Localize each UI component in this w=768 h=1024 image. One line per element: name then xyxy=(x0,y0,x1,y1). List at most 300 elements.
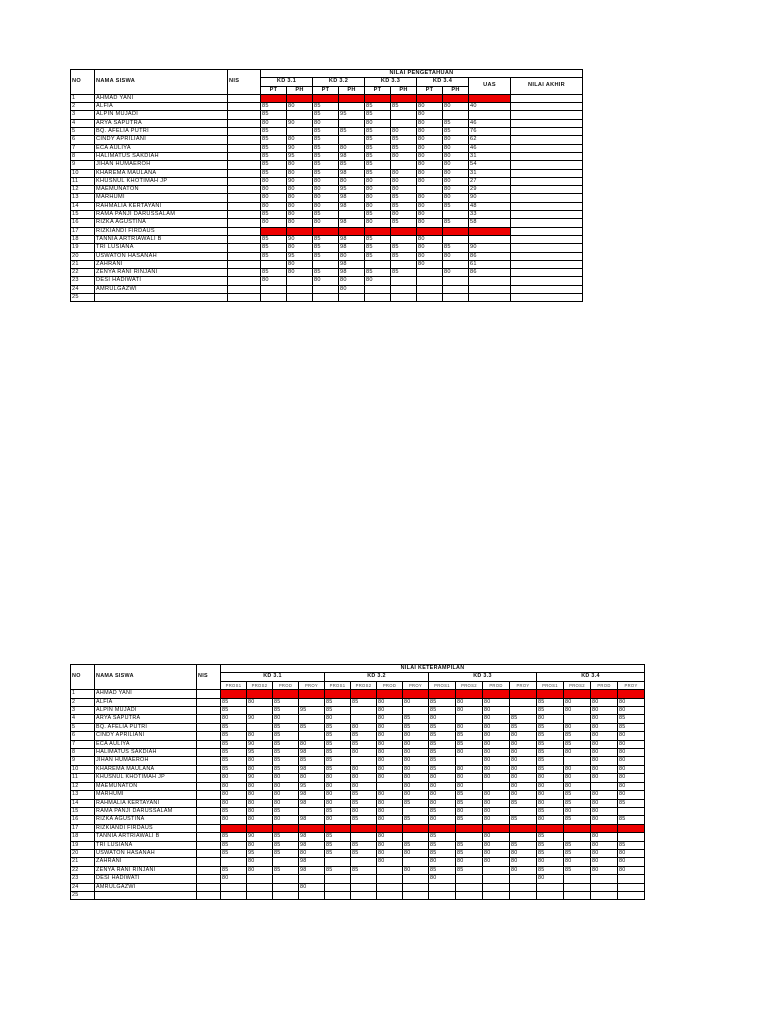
row-number: 9 xyxy=(71,757,95,765)
score-cell: 98 xyxy=(299,858,325,866)
student-name: ECA AULIYA xyxy=(95,144,228,152)
score-cell xyxy=(391,285,417,293)
score-cell: 80 xyxy=(325,799,351,807)
nis-cell xyxy=(197,891,221,899)
score-cell xyxy=(564,757,591,765)
score-cell xyxy=(365,227,391,235)
score-cell: 80 xyxy=(417,260,443,268)
nis-cell xyxy=(197,866,221,874)
score-cell: 80 xyxy=(417,211,443,219)
nis-cell xyxy=(197,807,221,815)
score-cell: 85 xyxy=(313,161,339,169)
score-cell: 80 xyxy=(483,841,510,849)
score-cell xyxy=(618,891,645,899)
score-cell: 85 xyxy=(221,740,247,748)
nis-cell xyxy=(197,740,221,748)
score-cell: 80 xyxy=(261,119,287,127)
score-cell: 80 xyxy=(537,715,564,723)
student-name: ALPIN MUJADI xyxy=(95,111,228,119)
score-cell: 85 xyxy=(273,757,299,765)
score-cell xyxy=(351,891,377,899)
score-cell: 85 xyxy=(443,219,469,227)
score-cell xyxy=(564,875,591,883)
score-cell: 85 xyxy=(403,723,429,731)
student-name: TRI LUSIANA xyxy=(95,244,228,252)
table-row xyxy=(71,715,645,723)
score-cell xyxy=(221,891,247,899)
score-cell: 80 xyxy=(483,740,510,748)
score-cell: 85 xyxy=(537,707,564,715)
score-cell xyxy=(469,277,511,285)
score-cell: 80 xyxy=(247,858,273,866)
score-cell: 85 xyxy=(365,144,391,152)
sub-header: PT xyxy=(261,86,287,94)
score-cell: 80 xyxy=(483,715,510,723)
score-cell: 85 xyxy=(313,103,339,111)
student-name: RIZKA AGUSTINA xyxy=(95,219,228,227)
score-cell: 85 xyxy=(365,169,391,177)
score-cell xyxy=(510,707,537,715)
score-cell xyxy=(287,277,313,285)
score-cell: 90 xyxy=(287,119,313,127)
score-cell xyxy=(511,285,583,293)
nis-cell xyxy=(228,227,261,235)
score-cell: 85 xyxy=(261,244,287,252)
score-cell: 85 xyxy=(391,252,417,260)
score-cell: 85 xyxy=(537,849,564,857)
score-cell: 85 xyxy=(564,799,591,807)
score-cell xyxy=(483,690,510,698)
score-cell: 80 xyxy=(377,765,403,773)
col-uas-header: UAS xyxy=(469,78,511,95)
score-cell: 85 xyxy=(510,841,537,849)
score-cell xyxy=(325,891,351,899)
score-cell: 80 xyxy=(429,858,456,866)
score-cell xyxy=(377,891,403,899)
score-cell: 85 xyxy=(537,841,564,849)
score-cell: 80 xyxy=(313,277,339,285)
kd-header: KD 3.2 xyxy=(313,78,365,86)
score-cell: 80 xyxy=(591,774,618,782)
student-name: TANNIA ARTRIAWALI B xyxy=(95,833,197,841)
score-cell: 85 xyxy=(365,252,391,260)
score-cell: 85 xyxy=(429,749,456,757)
table-row xyxy=(71,849,645,857)
score-cell: 80 xyxy=(429,799,456,807)
nis-cell xyxy=(228,211,261,219)
score-cell: 85 xyxy=(537,765,564,773)
score-cell xyxy=(417,269,443,277)
score-cell: 85 xyxy=(313,111,339,119)
score-cell: 85 xyxy=(221,765,247,773)
row-number: 4 xyxy=(71,715,95,723)
score-cell: 80 xyxy=(591,858,618,866)
score-cell xyxy=(403,833,429,841)
score-cell: 80 xyxy=(618,732,645,740)
score-cell: 80 xyxy=(483,791,510,799)
score-cell xyxy=(313,294,339,302)
score-cell: 85 xyxy=(391,244,417,252)
score-cell: 85 xyxy=(261,144,287,152)
score-cell: 80 xyxy=(417,128,443,136)
score-cell xyxy=(456,833,483,841)
score-cell: 80 xyxy=(618,774,645,782)
score-cell: 80 xyxy=(247,807,273,815)
row-number: 11 xyxy=(71,177,95,185)
score-cell: 80 xyxy=(483,749,510,757)
score-cell: 85 xyxy=(351,816,377,824)
score-cell: 85 xyxy=(273,740,299,748)
score-cell: 85 xyxy=(391,103,417,111)
nis-cell xyxy=(197,757,221,765)
score-cell xyxy=(511,161,583,169)
score-cell xyxy=(287,227,313,235)
score-cell: 40 xyxy=(469,103,511,111)
score-cell: 80 xyxy=(325,774,351,782)
score-cell xyxy=(510,807,537,815)
score-cell: 85 xyxy=(456,866,483,874)
score-cell: 85 xyxy=(429,740,456,748)
score-cell xyxy=(618,875,645,883)
score-cell xyxy=(469,94,511,102)
nis-cell xyxy=(228,269,261,277)
row-number: 24 xyxy=(71,883,95,891)
score-cell: 80 xyxy=(537,774,564,782)
score-cell: 31 xyxy=(469,169,511,177)
score-cell xyxy=(403,858,429,866)
sub-header: PT xyxy=(417,86,443,94)
score-cell: 85 xyxy=(273,849,299,857)
sub-header: PT xyxy=(313,86,339,94)
score-cell: 80 xyxy=(287,244,313,252)
score-cell: 80 xyxy=(417,244,443,252)
student-name: USWATON HASANAH xyxy=(95,849,197,857)
score-cell xyxy=(511,152,583,160)
score-cell: 80 xyxy=(325,715,351,723)
score-cell: 85 xyxy=(261,252,287,260)
score-cell: 80 xyxy=(273,816,299,824)
score-cell: 90 xyxy=(287,144,313,152)
score-cell: 98 xyxy=(299,833,325,841)
score-cell: 80 xyxy=(403,698,429,706)
score-cell xyxy=(511,269,583,277)
score-cell: 85 xyxy=(261,111,287,119)
score-cell xyxy=(287,294,313,302)
score-cell xyxy=(261,260,287,268)
score-cell: 85 xyxy=(261,211,287,219)
score-cell: 80 xyxy=(591,807,618,815)
score-cell: 85 xyxy=(273,866,299,874)
score-cell: 90 xyxy=(247,715,273,723)
score-cell: 90 xyxy=(287,177,313,185)
score-cell xyxy=(443,294,469,302)
score-cell: 80 xyxy=(417,177,443,185)
score-cell: 80 xyxy=(591,715,618,723)
score-cell xyxy=(511,260,583,268)
col-name-header: NAMA SISWA xyxy=(95,70,228,95)
score-cell: 80 xyxy=(591,833,618,841)
table-row xyxy=(71,111,583,119)
score-cell: 80 xyxy=(377,749,403,757)
score-cell: 80 xyxy=(537,816,564,824)
score-cell xyxy=(391,277,417,285)
score-cell: 80 xyxy=(591,749,618,757)
score-cell: 29 xyxy=(469,186,511,194)
score-cell: 80 xyxy=(261,219,287,227)
table-row xyxy=(71,244,583,252)
score-cell: 80 xyxy=(403,740,429,748)
student-name: KHAREMA MAULANA xyxy=(95,169,228,177)
score-cell: 80 xyxy=(510,774,537,782)
score-cell: 80 xyxy=(261,177,287,185)
score-cell: 80 xyxy=(618,740,645,748)
table-row xyxy=(71,103,583,111)
score-cell: 80 xyxy=(618,698,645,706)
score-cell: 85 xyxy=(313,169,339,177)
score-cell xyxy=(443,235,469,243)
score-cell xyxy=(511,194,583,202)
score-cell: 80 xyxy=(247,782,273,790)
student-name: AMRULGAZWI xyxy=(95,883,197,891)
score-cell: 98 xyxy=(339,244,365,252)
score-cell: 95 xyxy=(339,111,365,119)
score-cell: 80 xyxy=(510,849,537,857)
score-cell: 85 xyxy=(221,807,247,815)
score-cell xyxy=(273,875,299,883)
score-cell: 85 xyxy=(391,202,417,210)
table-row xyxy=(71,732,645,740)
score-cell: 80 xyxy=(365,119,391,127)
score-cell: 80 xyxy=(273,791,299,799)
score-cell: 85 xyxy=(564,841,591,849)
score-cell: 98 xyxy=(339,269,365,277)
row-number: 23 xyxy=(71,875,95,883)
score-cell: 80 xyxy=(365,219,391,227)
score-cell: 90 xyxy=(247,774,273,782)
sub-header: PROD xyxy=(377,681,403,689)
row-number: 5 xyxy=(71,723,95,731)
score-cell xyxy=(365,94,391,102)
kd-header: KD 3.2 xyxy=(325,673,429,681)
score-cell xyxy=(351,715,377,723)
score-cell xyxy=(313,260,339,268)
score-cell: 85 xyxy=(325,866,351,874)
score-cell xyxy=(351,707,377,715)
sub-header: PROS2 xyxy=(564,681,591,689)
score-cell: 85 xyxy=(365,103,391,111)
col-final-header: NILAI AKHIR xyxy=(511,78,583,95)
kd-header: KD 3.4 xyxy=(417,78,469,86)
score-cell: 80 xyxy=(221,816,247,824)
table-row xyxy=(71,152,583,160)
score-cell xyxy=(325,858,351,866)
score-cell: 85 xyxy=(537,698,564,706)
table-row xyxy=(71,774,645,782)
student-name: AHMAD YANI xyxy=(95,94,228,102)
score-cell: 86 xyxy=(469,269,511,277)
score-cell: 85 xyxy=(443,202,469,210)
nis-cell xyxy=(197,841,221,849)
score-cell xyxy=(511,111,583,119)
sub-header: PROS1 xyxy=(221,681,247,689)
score-cell: 80 xyxy=(429,791,456,799)
score-cell: 85 xyxy=(325,707,351,715)
score-cell xyxy=(591,891,618,899)
sub-header: PROY xyxy=(299,681,325,689)
score-cell: 98 xyxy=(339,260,365,268)
score-cell: 85 xyxy=(403,816,429,824)
table-row xyxy=(71,707,645,715)
score-cell: 80 xyxy=(417,111,443,119)
score-cell xyxy=(299,807,325,815)
score-cell: 80 xyxy=(483,799,510,807)
score-cell xyxy=(299,690,325,698)
score-cell xyxy=(564,824,591,832)
score-cell: 80 xyxy=(247,816,273,824)
score-cell: 98 xyxy=(339,169,365,177)
score-cell: 85 xyxy=(261,152,287,160)
sub-header: PROS2 xyxy=(456,681,483,689)
score-cell xyxy=(403,690,429,698)
table-row xyxy=(71,202,583,210)
score-cell: 80 xyxy=(618,782,645,790)
score-cell xyxy=(511,294,583,302)
score-cell xyxy=(443,94,469,102)
score-cell: 90 xyxy=(247,740,273,748)
score-cell: 80 xyxy=(483,757,510,765)
score-cell: 98 xyxy=(299,816,325,824)
score-cell: 80 xyxy=(377,732,403,740)
row-number: 8 xyxy=(71,749,95,757)
row-number: 3 xyxy=(71,707,95,715)
score-cell: 85 xyxy=(510,723,537,731)
score-cell xyxy=(247,875,273,883)
score-cell: 85 xyxy=(456,799,483,807)
score-cell xyxy=(511,128,583,136)
row-number: 13 xyxy=(71,194,95,202)
score-cell: 95 xyxy=(247,849,273,857)
sub-header: PROS1 xyxy=(537,681,564,689)
score-cell: 85 xyxy=(510,799,537,807)
score-cell: 85 xyxy=(273,833,299,841)
score-cell: 98 xyxy=(299,749,325,757)
score-cell xyxy=(247,824,273,832)
score-cell: 80 xyxy=(591,841,618,849)
score-cell: 85 xyxy=(351,849,377,857)
score-cell: 80 xyxy=(591,732,618,740)
score-cell xyxy=(325,690,351,698)
row-number: 11 xyxy=(71,774,95,782)
score-cell: 80 xyxy=(483,723,510,731)
nis-cell xyxy=(228,235,261,243)
score-cell xyxy=(261,227,287,235)
score-cell: 85 xyxy=(365,211,391,219)
score-cell: 85 xyxy=(365,244,391,252)
row-number: 10 xyxy=(71,169,95,177)
score-cell: 80 xyxy=(377,841,403,849)
score-cell xyxy=(261,294,287,302)
score-cell: 85 xyxy=(325,807,351,815)
score-cell: 80 xyxy=(564,858,591,866)
table-row xyxy=(71,875,645,883)
table-row xyxy=(71,177,583,185)
student-name: KHUSNUL KHOTIMAH JP xyxy=(95,774,197,782)
score-cell xyxy=(391,294,417,302)
score-cell xyxy=(261,285,287,293)
score-cell xyxy=(287,285,313,293)
table-row xyxy=(71,144,583,152)
score-cell: 80 xyxy=(339,144,365,152)
score-cell: 90 xyxy=(247,833,273,841)
score-cell: 80 xyxy=(537,782,564,790)
score-cell xyxy=(537,891,564,899)
score-cell xyxy=(403,807,429,815)
nis-cell xyxy=(228,177,261,185)
score-cell: 95 xyxy=(247,749,273,757)
score-cell: 85 xyxy=(456,849,483,857)
score-cell: 80 xyxy=(537,875,564,883)
score-cell xyxy=(510,824,537,832)
score-cell: 85 xyxy=(443,128,469,136)
nis-cell xyxy=(228,119,261,127)
score-cell xyxy=(618,690,645,698)
row-number: 4 xyxy=(71,119,95,127)
score-cell: 80 xyxy=(537,858,564,866)
score-cell: 80 xyxy=(221,875,247,883)
score-cell: 85 xyxy=(313,244,339,252)
score-cell: 90 xyxy=(469,194,511,202)
score-cell xyxy=(391,260,417,268)
table-row xyxy=(71,824,645,832)
student-name: USWATON HASANAH xyxy=(95,252,228,260)
score-cell xyxy=(469,227,511,235)
sub-header: PROD xyxy=(483,681,510,689)
score-cell: 85 xyxy=(429,833,456,841)
score-cell xyxy=(247,690,273,698)
score-cell xyxy=(510,833,537,841)
score-cell: 85 xyxy=(564,791,591,799)
score-cell: 80 xyxy=(403,774,429,782)
row-number: 1 xyxy=(71,690,95,698)
score-cell: 80 xyxy=(417,169,443,177)
score-cell: 80 xyxy=(443,269,469,277)
row-number: 15 xyxy=(71,211,95,219)
nis-cell xyxy=(228,219,261,227)
score-cell: 85 xyxy=(391,269,417,277)
score-cell xyxy=(443,111,469,119)
nis-cell xyxy=(197,875,221,883)
score-cell: 85 xyxy=(313,128,339,136)
score-cell: 85 xyxy=(365,152,391,160)
score-cell xyxy=(429,891,456,899)
score-cell: 80 xyxy=(591,849,618,857)
score-cell: 80 xyxy=(261,194,287,202)
score-cell: 85 xyxy=(537,740,564,748)
score-cell: 80 xyxy=(510,732,537,740)
score-cell: 80 xyxy=(564,774,591,782)
score-cell: 85 xyxy=(456,740,483,748)
sub-header: PH xyxy=(339,86,365,94)
sub-header: PH xyxy=(287,86,313,94)
student-name: AHMAD YANI xyxy=(95,690,197,698)
score-cell: 80 xyxy=(510,782,537,790)
score-cell: 80 xyxy=(417,144,443,152)
score-cell: 33 xyxy=(469,211,511,219)
score-cell: 80 xyxy=(377,774,403,782)
score-cell: 80 xyxy=(247,765,273,773)
score-cell xyxy=(469,235,511,243)
score-cell xyxy=(511,202,583,210)
